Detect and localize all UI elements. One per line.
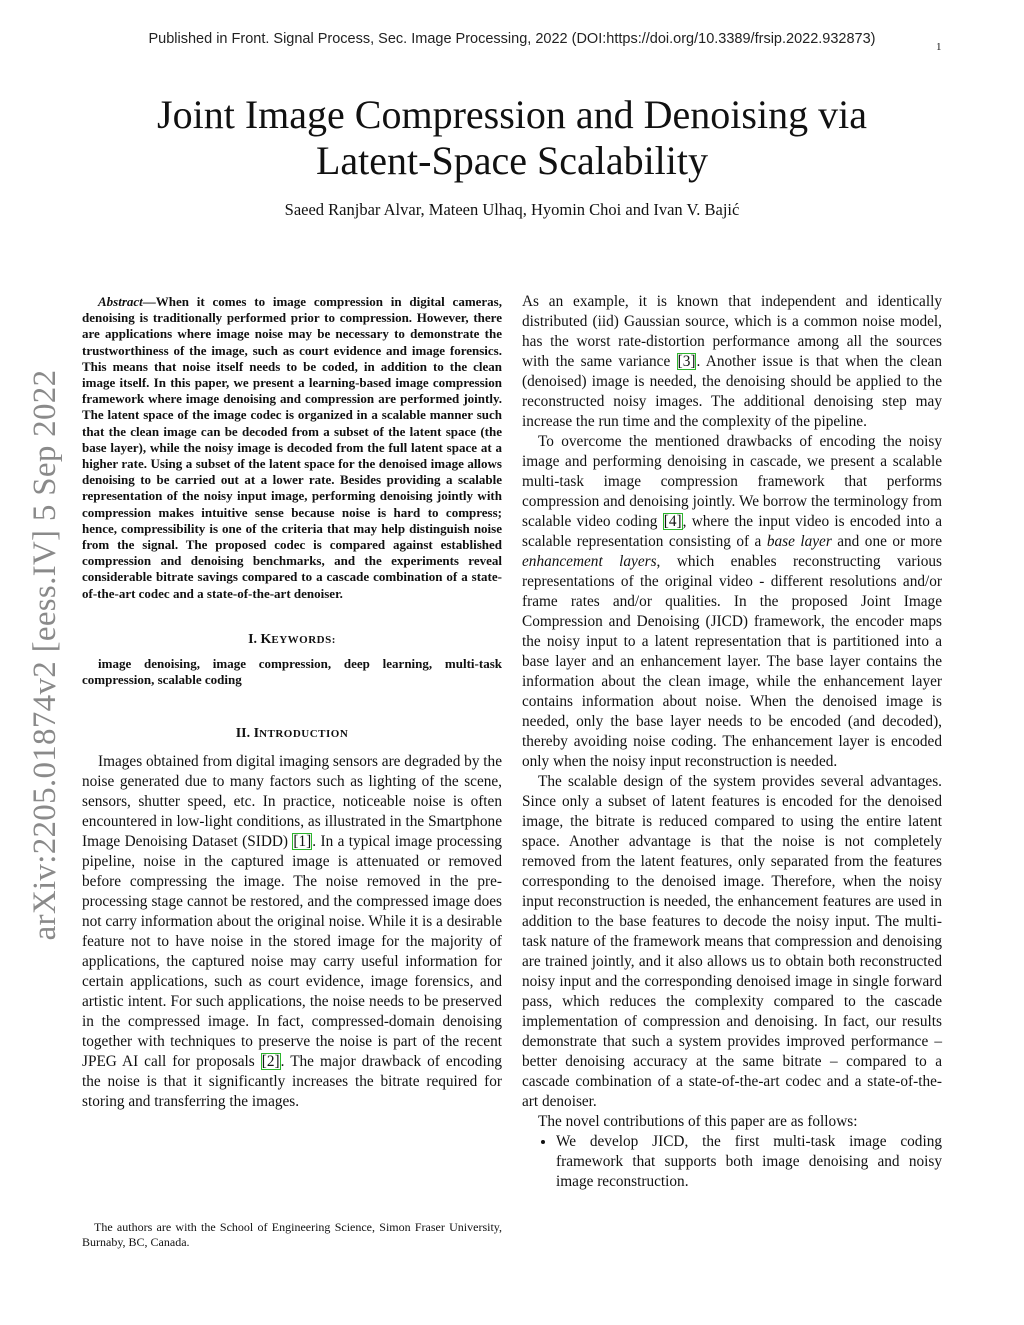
page-number: 1 — [936, 41, 942, 53]
right-paragraph-3: The scalable design of the system provides several advantages. Since only a subset of latent features is encoded for the denoised image, the bitrate is reduced compared to using the entire latent space. Another advantage is that the noise is not completely removed from the latent features, only separated from the features corresponding to the denoised image. Therefore, when the noisy input reconstruction is needed, the enhancement features are used in addition to the base features to decode the noisy input. The multi-task nature of the framework means that compression and denoising are trained jointly, and it also allows us to obtain both reconstructed noisy input and the corresponding denoised image in single forward pass, which reduces the complexity compared to the cascade implementation of compression and denoising. In fact, our results demonstrate that such a system provides improved performance – better denoising accuracy at the same bitrate – compared to a cascade combination of a state-of-the-art codec and a state-of-the-art denoiser. — [522, 773, 942, 1110]
abstract-text: —When it comes to image compression in digital cameras, denoising is traditionally performed prior to compression. However, there are applications where image noise may be necessary to demonstrate the trustworthiness of the image, such as court evidence and image forensics. This means that noise itself needs to be coded, in addition to the clean image itself. In this paper, we present a learning-based image compression framework where image denoising and compression are performed jointly. The latent space of the image codec is organized in a scalable manner such that the clean image can be decoded from a subset of the latent space (the base layer), while the noisy image is decoded from the full latent space at a higher rate. Using a subset of the latent space for the denoised image allows denoising to be carried out at a lower rate. Besides providing a scalable representation of the noisy input image, performing denoising jointly with compression makes intuitive sense because noise is hard to compress; hence, compressibility is one of the criteria that may help distinguish noise from the signal. The proposed codec is compared against established compression and denoising benchmarks, and the experiments reveal considerable bitrate savings compared to a cascade combination of a state-of-the-art codec and a state-of-the-art denoiser. — [82, 294, 502, 601]
keywords-heading: I. KEYWORDS: — [248, 631, 336, 647]
list-item: • We develop JICD, the first multi-task image coding framework that supports both image denoising and noisy image reconstruction. — [556, 1132, 942, 1192]
right-paragraph-2: To overcome the mentioned drawbacks of encoding the noisy image and performing denoising in cascade, we present a scalable multi-task image compression framework that performs compression and denoising jointly. We borrow the terminology from scalable video coding [4], where the input video is encoded into a scalable representation consisting of a base layer and one or more enhancement layers, which enables reconstructing various representations of the original video - different resolutions and/or frame rates and/or qualities. In the proposed Joint Image Compression and Denoising (JICD) framework, the encoder maps the noisy input to a latent representation that is partitioned into a base layer and an enhancement layer. The base layer contains the information about the clean image, while the enhancement layer contains information about noise. When the denoised image is needed, only the base layer needs to be encoded (and decoded), thereby avoiding noise coding. The enhancement layer is encoded only when the noisy input reconstruction is needed. — [522, 433, 943, 770]
author-affiliation-footnote: The authors are with the School of Engineering Science, Simon Fraser University, Burnaby, BC, Canada. — [82, 1220, 502, 1249]
citation-link[interactable]: [1] — [293, 832, 312, 850]
intro-paragraph-1: Images obtained from digital imaging sensors are degraded by the noise generated due to many factors such as lighting of the scene, sensors, shutter speed, etc. In practice, noticeable noise is often encountered in low-light conditions, as illustrated in the Smartphone Image Denoising Dataset (SIDD) [1]. In a typical image processing pipeline, noise in the captured image is attenuated or removed before compressing the image. The noise removed in the pre-processing stage cannot be restored, and the compressed image does not carry information about the original noise. While it is a desirable feature not to have noise in the stored image for the majority of applications, the captured noise may carry useful information for certain applications, such as court evidence, image forensics, and artistic intent. For such applications, the noise needs to be preserved in the compressed image. In fact, compressed-domain denoising together with techniques to preserve the noise is part of the recent JPEG AI call for proposals [2]. The major drawback of encoding the noise is that it significantly increases the bitrate required for storing and transferring the images. — [82, 752, 502, 1110]
title-line-1: Joint Image Compression and Denoising via — [157, 92, 867, 137]
author-list: Saeed Ranjbar Alvar, Mateen Ulhaq, Hyomin Choi and Ivan V. Bajić — [284, 200, 740, 219]
introduction-heading: II. INTRODUCTION — [235, 725, 349, 741]
abstract — [82, 294, 502, 602]
paper-title — [0, 92, 1024, 184]
publication-header: Published in Front. Signal Process, Sec. Image Processing, 2022 (DOI:https://doi.org/10.3389/frsip.2022.932873) — [148, 31, 876, 47]
abstract-label: Abstract — [98, 294, 143, 309]
left-column — [82, 294, 502, 1112]
arxiv-stamp: arXiv:2205.01874v2 [eess.IV] 5 Sep 2022 — [27, 369, 63, 941]
right-column — [522, 292, 942, 1192]
citation-link[interactable]: [3] — [677, 353, 696, 370]
right-paragraph-1: As an example, it is known that independent and identically distributed (iid) Gaussian source, which is a common noise model, has the worst rate-distortion performance among all the sources with the same variance [3]. Another issue is that when the clean (denoised) image is needed, the denoising should be applied to the reconstructed noisy images. The additional denoising step may increase the run time and the complexity of the pipeline. — [522, 293, 942, 430]
citation-link[interactable]: [4] — [663, 513, 682, 530]
keywords-text: image denoising, image compression, deep learning, multi-task compression, scalable coding — [82, 655, 502, 687]
title-line-2: Latent-Space Scalability — [315, 138, 709, 183]
citation-link[interactable]: [2] — [261, 1052, 280, 1070]
contributions-list — [522, 1132, 942, 1192]
right-paragraph-4: The novel contributions of this paper are as follows: — [538, 1113, 858, 1130]
